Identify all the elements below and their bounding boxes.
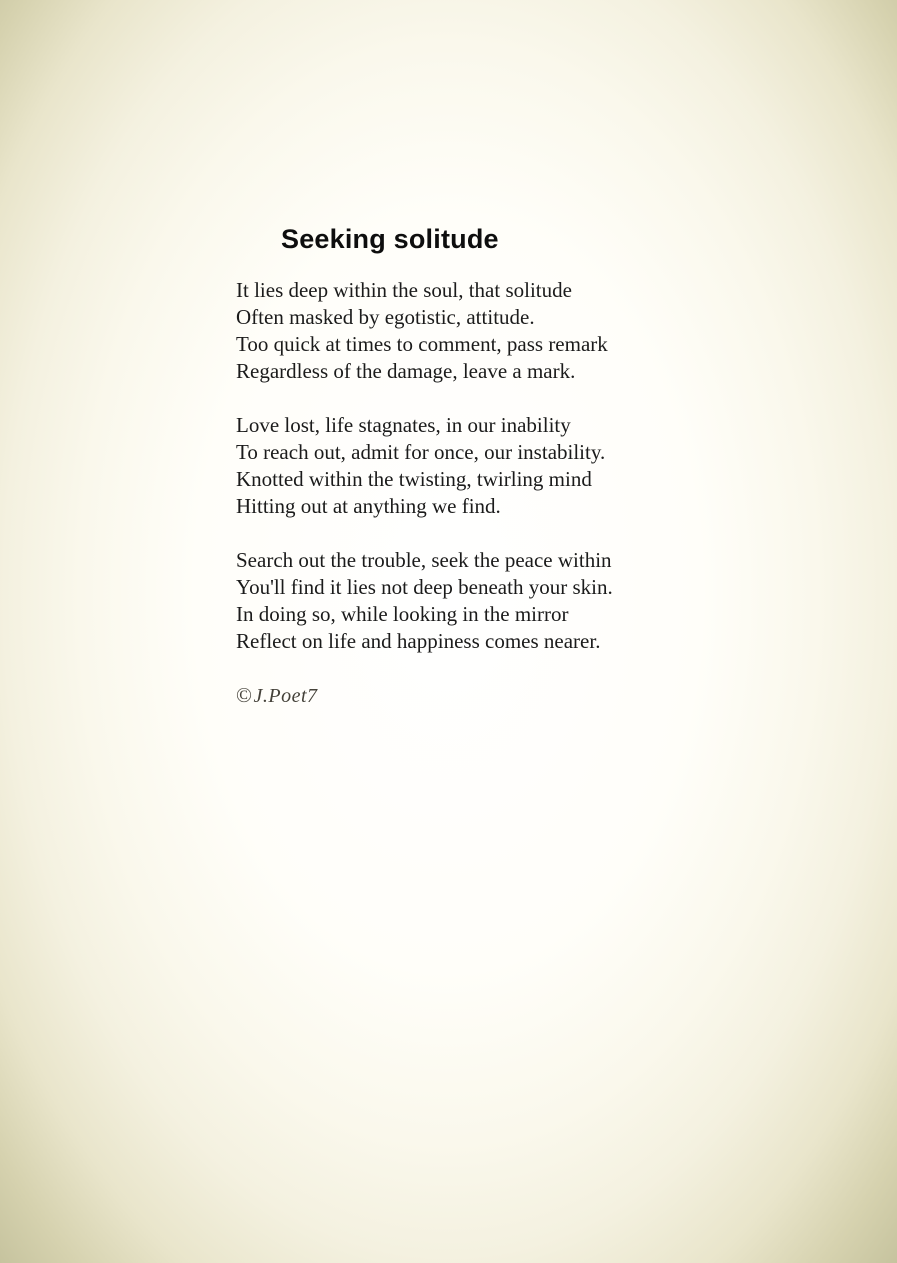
stanza-3 xyxy=(236,547,613,655)
poem-line: To reach out, admit for once, our instability. xyxy=(236,440,606,464)
copyright-icon: © xyxy=(236,683,253,707)
poem-line: Hitting out at anything we find. xyxy=(236,494,501,518)
stanza-2 xyxy=(236,412,605,520)
poem-line: Love lost, life stagnates, in our inability xyxy=(236,413,571,437)
author-name: J.Poet7 xyxy=(253,685,318,707)
poem-line: Too quick at times to comment, pass remark xyxy=(236,332,608,356)
poem-line: You'll find it lies not deep beneath your skin. xyxy=(236,575,613,599)
poem-line: Regardless of the damage, leave a mark. xyxy=(236,359,576,383)
poem-line: Search out the trouble, seek the peace within xyxy=(236,548,612,572)
stanza-1 xyxy=(236,277,608,385)
poem-line: Knotted within the twisting, twirling mind xyxy=(236,467,592,491)
poem-line: In doing so, while looking in the mirror xyxy=(236,602,569,626)
author-signature xyxy=(236,682,318,709)
poem-line: Often masked by egotistic, attitude. xyxy=(236,305,535,329)
poem-line: It lies deep within the soul, that solitude xyxy=(236,278,572,302)
poem-title: Seeking solitude xyxy=(281,224,499,254)
poem-line: Reflect on life and happiness comes nearer. xyxy=(236,629,601,653)
